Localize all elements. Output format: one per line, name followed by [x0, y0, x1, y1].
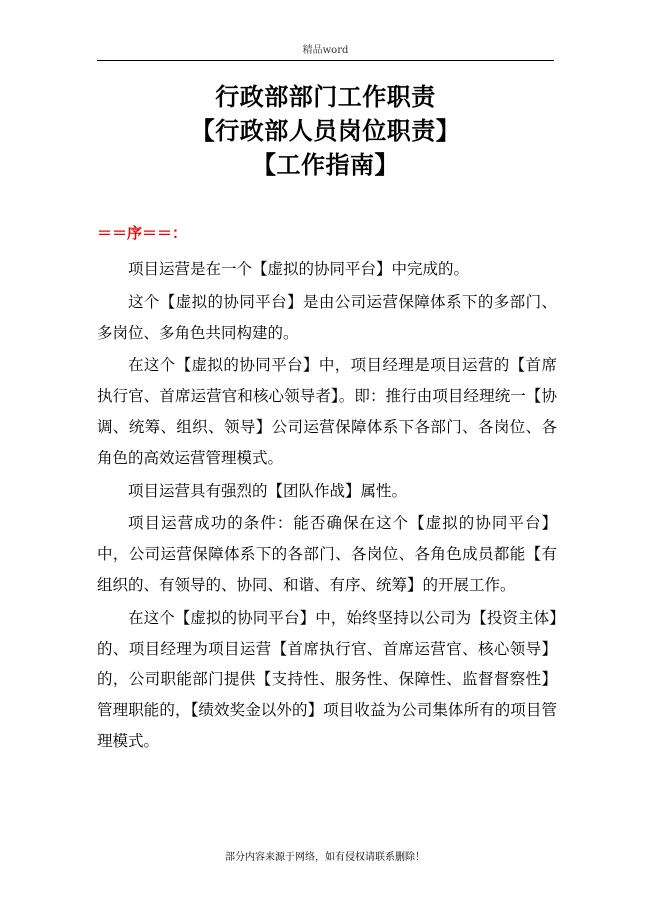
title-line-guide: 【工作指南】 [252, 150, 399, 179]
document-body [97, 254, 557, 759]
page-footer [0, 851, 650, 865]
body-paragraph: 项目运营成功的条件：能否确保在这个【虚拟的协同平台】中，公司运营保障体系下的各部门、各岗位、各角色成员都能【有组织的、有领导的、协同、和谐、有序、统筹】的开展工作。 [97, 514, 557, 594]
page-footer-text: 部分内容来源于网络，如有侵权请联系删除！ [225, 852, 425, 863]
document-title [97, 80, 554, 182]
body-paragraph: 项目运营是在一个【虚拟的协同平台】中完成的。 [128, 260, 470, 278]
title-line-main: 行政部部门工作职责 [215, 82, 436, 111]
body-paragraph: 这个【虚拟的协同平台】是由公司运营保障体系下的多部门、多岗位、多角色共同构建的。 [97, 292, 557, 342]
page-header-text: 精品word [302, 45, 349, 56]
preface-label: ＝＝序＝＝： [97, 224, 188, 242]
body-paragraph: 项目运营具有强烈的【团队作战】属性。 [128, 481, 408, 500]
title-line-subtitle: 【行政部人员岗位职责】 [190, 116, 461, 145]
page-header [97, 44, 554, 61]
body-paragraph: 在这个【虚拟的协同平台】中，项目经理是项目运营的【首席执行官、首席运营官和核心领导者】。即：推行由项目经理统一【协调、统筹、组织、领导】公司运营保障体系下各部门、各岗位、各角色的高效运营管理模式。 [97, 356, 557, 467]
body-paragraph: 在这个【虚拟的协同平台】中，始终坚持以公司为【投资主体】的、项目经理为项目运营【首席执行官、首席运营官、核心领导】的，公司职能部门提供【支持性、服务性、保障性、监督督察性】管理职能的，【绩效奖金以外的】项目收益为公司集体所有的项目管理模式。 [97, 608, 557, 750]
